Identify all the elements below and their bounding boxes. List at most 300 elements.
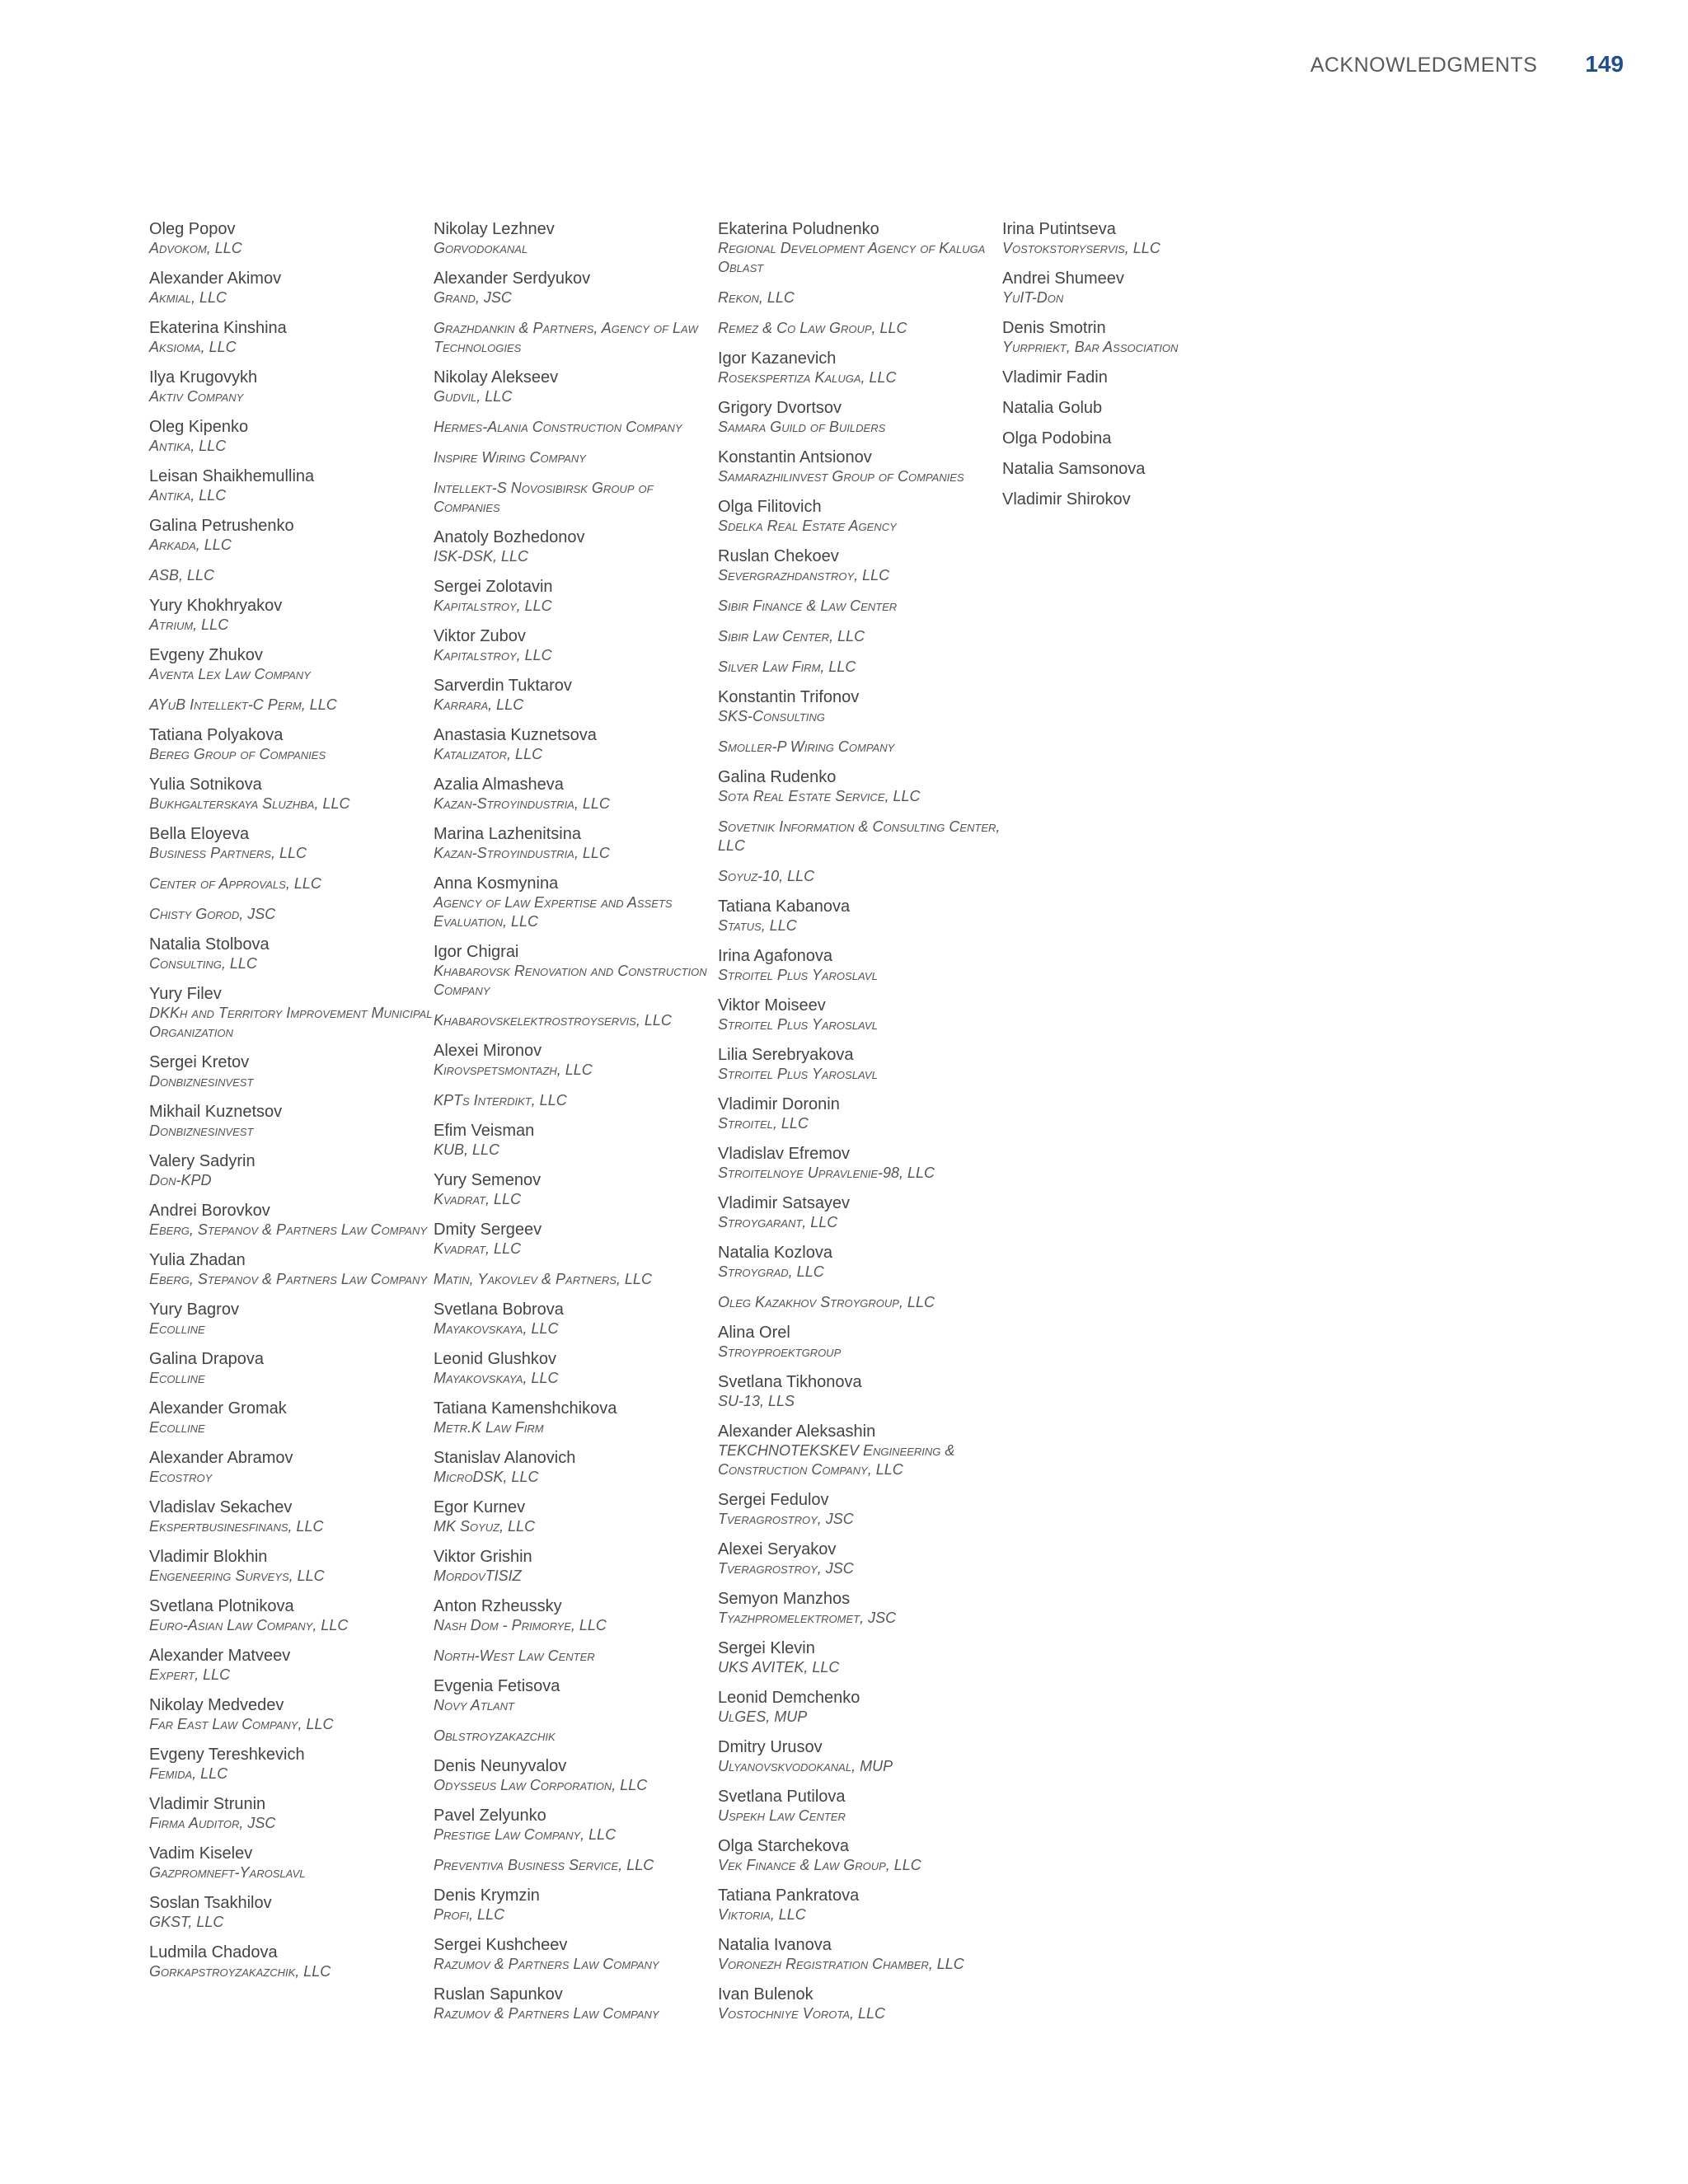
acknowledgment-entry (718, 947, 1002, 985)
person-name: Olga Starchekova (718, 1837, 849, 1855)
organization-name: Mayakovskaya, LLC (434, 1320, 559, 1337)
acknowledgment-entry (718, 996, 1002, 1034)
acknowledgment-entry (434, 220, 718, 258)
acknowledgment-entry (718, 1046, 1002, 1084)
organization-name: Gorvodokanal (434, 240, 528, 256)
organization-name: Tyazhpromelektromet, JSC (718, 1610, 897, 1626)
organization-name: Eberg, Stepanov & Partners Law Company (149, 1271, 428, 1287)
page-header (1311, 51, 1624, 77)
organization-name: Novy Atlant (434, 1697, 514, 1713)
person-name: Sergei Kushcheev (434, 1936, 568, 1954)
organization-name: Profi, LLC (434, 1906, 505, 1923)
acknowledgment-entry (149, 220, 434, 258)
person-name: Olga Filitovich (718, 498, 822, 516)
acknowledgment-entry (434, 726, 718, 764)
organization-name: Arkada, LLC (149, 537, 232, 553)
person-name: Yury Semenov (434, 1171, 542, 1189)
organization-name: Kapitalstroy, LLC (434, 598, 552, 614)
organization-name: Aktiv Company (149, 388, 244, 405)
column-3 (718, 220, 1002, 2035)
acknowledgment-entry (1002, 368, 1287, 387)
organization-name: Tveragrostroy, JSC (718, 1560, 854, 1577)
person-name: Mikhail Kuznetsov (149, 1103, 283, 1121)
acknowledgment-entry (718, 1422, 1002, 1479)
column-2 (434, 220, 718, 2035)
person-name: Marina Lazhenitsina (434, 825, 581, 843)
organization-name: Khabarovskelektrostroyservis, LLC (434, 1012, 672, 1029)
organization-name: TEKCHNOTEKSKEV Engineering & Construction Company, LLC (718, 1442, 955, 1478)
person-name: Denis Krymzin (434, 1886, 540, 1905)
organization-name: SU-13, LLS (718, 1393, 795, 1409)
organization-name: Razumov & Partners Law Company (434, 1956, 659, 1972)
acknowledgment-entry (149, 368, 434, 406)
organization-name: Kvadrat, LLC (434, 1191, 522, 1207)
acknowledgment-entry (149, 269, 434, 307)
organization-name: DKKh and Territory Improvement Municipal Organization (149, 1005, 433, 1040)
acknowledgment-entry (718, 898, 1002, 935)
acknowledgment-entry (434, 1011, 718, 1030)
acknowledgment-entry (718, 547, 1002, 585)
organization-name: Preventiva Business Service, LLC (434, 1857, 654, 1873)
organization-name: Kirovspetsmontazh, LLC (434, 1062, 593, 1078)
organization-name: Don-KPD (149, 1172, 212, 1188)
organization-name: ASB, LLC (149, 567, 215, 583)
organization-name: North-West Law Center (434, 1647, 595, 1664)
organization-name: Grand, JSC (434, 289, 512, 306)
acknowledgment-entry (434, 1548, 718, 1586)
acknowledgment-entry (434, 1886, 718, 1924)
person-name: Yulia Sotnikova (149, 776, 262, 794)
person-name: Galina Rudenko (718, 768, 837, 786)
organization-name: Vostochniye Vorota, LLC (718, 2005, 886, 2022)
organization-name: Business Partners, LLC (149, 845, 307, 861)
acknowledgment-entry (718, 288, 1002, 307)
acknowledgment-entry (718, 448, 1002, 486)
acknowledgment-entry (718, 1689, 1002, 1727)
acknowledgment-entry (718, 1324, 1002, 1361)
organization-name: Oleg Kazakhov Stroygroup, LLC (718, 1294, 935, 1310)
organization-name: Aventa Lex Law Company (149, 666, 311, 682)
organization-name: Grazhdankin & Partners, Agency of Law Technologies (434, 320, 698, 355)
person-name: Egor Kurnev (434, 1498, 526, 1516)
person-name: Svetlana Plotnikova (149, 1597, 294, 1615)
person-name: Alexander Serdyukov (434, 269, 591, 288)
person-name: Evgeny Tereshkevich (149, 1746, 305, 1764)
acknowledgment-entry (149, 1350, 434, 1388)
organization-name: Donbiznesinvest (149, 1122, 254, 1139)
person-name: Alexei Seryakov (718, 1540, 837, 1558)
acknowledgment-entry (718, 1738, 1002, 1776)
organization-name: Mayakovskaya, LLC (434, 1370, 559, 1386)
organization-name: Gudvil, LLC (434, 388, 513, 405)
acknowledgment-entry (149, 1103, 434, 1141)
organization-name: Severgrazhdanstroy, LLC (718, 567, 890, 583)
person-name: Irina Putintseva (1002, 220, 1116, 238)
organization-name: Rekon, LLC (718, 289, 795, 306)
acknowledgment-entry (149, 1943, 434, 1981)
acknowledgment-entry (718, 1936, 1002, 1974)
acknowledgments-columns (149, 220, 1287, 2035)
acknowledgment-entry (718, 1540, 1002, 1578)
acknowledgment-entry (149, 1597, 434, 1635)
person-name: Denis Smotrin (1002, 319, 1106, 337)
person-name: Anton Rzheussky (434, 1597, 562, 1615)
organization-name: Sibir Finance & Law Center (718, 598, 898, 614)
person-name: Alexander Gromak (149, 1399, 287, 1418)
person-name: Nikolay Alekseev (434, 368, 559, 387)
organization-name: AYuB Intellekt-C Perm, LLC (149, 696, 337, 713)
organization-name: Ulyanovskvodokanal, MUP (718, 1758, 893, 1774)
acknowledgment-entry (434, 1647, 718, 1666)
acknowledgment-entry (149, 825, 434, 863)
person-name: Lilia Serebryakova (718, 1046, 854, 1064)
acknowledgment-entry (434, 1171, 718, 1209)
acknowledgment-entry (434, 269, 718, 307)
person-name: Evgeny Zhukov (149, 646, 263, 664)
acknowledgment-entry (718, 1788, 1002, 1825)
person-name: Alexander Matveev (149, 1647, 291, 1665)
organization-name: Soyuz-10, LLC (718, 868, 815, 884)
person-name: Natalia Stolbova (149, 935, 270, 954)
acknowledgment-entry (149, 1894, 434, 1932)
organization-name: UKS AVITEK, LLC (718, 1659, 840, 1675)
person-name: Yury Bagrov (149, 1301, 239, 1319)
organization-name: Stroitel Plus Yaroslavl (718, 1066, 878, 1082)
person-name: Bella Eloyeva (149, 825, 250, 843)
organization-name: Gazpromneft-Yaroslavl (149, 1864, 306, 1881)
person-name: Tatiana Kamenshchikova (434, 1399, 617, 1418)
organization-name: MK Soyuz, LLC (434, 1518, 536, 1535)
person-name: Semyon Manzhos (718, 1590, 851, 1608)
person-name: Alina Orel (718, 1324, 790, 1342)
acknowledgment-entry (718, 349, 1002, 387)
section-title: ACKNOWLEDGMENTS (1310, 54, 1538, 77)
organization-name: Gorkapstroyzakazchik, LLC (149, 1963, 331, 1980)
organization-name: Yurpriekt, Bar Association (1002, 339, 1179, 355)
acknowledgment-entry (149, 985, 434, 1042)
organization-name: Status, LLC (718, 917, 797, 934)
acknowledgment-entry (434, 1757, 718, 1795)
organization-name: Vek Finance & Law Group, LLC (718, 1857, 921, 1873)
organization-name: Voronezh Registration Chamber, LLC (718, 1956, 964, 1972)
person-name: Evgenia Fetisova (434, 1677, 560, 1695)
acknowledgment-entry (718, 319, 1002, 338)
acknowledgment-entry (149, 418, 434, 456)
organization-name: Prestige Law Company, LLC (434, 1826, 617, 1843)
organization-name: Antika, LLC (149, 487, 227, 504)
acknowledgment-entry (149, 1152, 434, 1190)
organization-name: ISK-DSK, LLC (434, 548, 529, 565)
person-name: Leonid Demchenko (718, 1689, 860, 1707)
acknowledgment-entry (434, 825, 718, 863)
acknowledgment-entry (434, 627, 718, 665)
person-name: Vladislav Sekachev (149, 1498, 293, 1516)
acknowledgment-entry (434, 1301, 718, 1338)
organization-name: Silver Law Firm, LLC (718, 658, 856, 675)
organization-name: Femida, LLC (149, 1765, 228, 1782)
acknowledgment-entry (718, 1373, 1002, 1411)
organization-name: Stroyproektgroup (718, 1343, 842, 1360)
acknowledgment-entry (149, 1053, 434, 1091)
acknowledgment-entry (1002, 269, 1287, 307)
organization-name: Aksioma, LLC (149, 339, 237, 355)
acknowledgment-entry (718, 818, 1002, 855)
acknowledgment-entry (718, 867, 1002, 886)
person-name: Sergei Klevin (718, 1639, 815, 1657)
person-name: Viktor Grishin (434, 1548, 532, 1566)
person-name: Grigory Dvortsov (718, 399, 842, 417)
acknowledgment-entry (149, 1795, 434, 1833)
person-name: Alexander Abramov (149, 1449, 293, 1467)
person-name: Tatiana Kabanova (718, 898, 851, 916)
organization-name: Sibir Law Center, LLC (718, 628, 865, 644)
acknowledgment-entry (1002, 460, 1287, 479)
person-name: Galina Drapova (149, 1350, 264, 1368)
person-name: Igor Chigrai (434, 943, 519, 961)
person-name: Natalia Ivanova (718, 1936, 832, 1954)
organization-name: YuIT-Don (1002, 289, 1064, 306)
organization-name: KUB, LLC (434, 1141, 500, 1158)
acknowledgment-entry (434, 1270, 718, 1289)
organization-name: Razumov & Partners Law Company (434, 2005, 659, 2022)
person-name: Ekaterina Kinshina (149, 319, 287, 337)
person-name: Stanislav Alanovich (434, 1449, 576, 1467)
organization-name: Eberg, Stepanov & Partners Law Company (149, 1221, 428, 1238)
organization-name: Matin, Yakovlev & Partners, LLC (434, 1271, 652, 1287)
organization-name: Regional Development Agency of Kaluga Oblast (718, 240, 986, 275)
person-name: Vladimir Doronin (718, 1095, 840, 1113)
person-name: Leonid Glushkov (434, 1350, 556, 1368)
person-name: Andrei Shumeev (1002, 269, 1124, 288)
person-name: Sarverdin Tuktarov (434, 677, 572, 695)
person-name: Svetlana Putilova (718, 1788, 846, 1806)
acknowledgment-entry (434, 677, 718, 715)
organization-name: Ecolline (149, 1320, 205, 1337)
acknowledgment-entry (149, 1301, 434, 1338)
person-name: Ludmila Chadova (149, 1943, 278, 1961)
acknowledgment-entry (718, 1145, 1002, 1183)
acknowledgment-entry (1002, 490, 1287, 509)
organization-name: Ecolline (149, 1419, 205, 1436)
person-name: Sergei Kretov (149, 1053, 250, 1071)
person-name: Viktor Zubov (434, 627, 526, 645)
acknowledgment-entry (434, 1091, 718, 1110)
page-number: 149 (1585, 51, 1624, 77)
acknowledgment-entry (149, 467, 434, 505)
organization-name: Consulting, LLC (149, 955, 257, 972)
acknowledgment-entry (149, 1449, 434, 1487)
acknowledgment-entry (434, 943, 718, 1000)
person-name: Vladimir Fadin (1002, 368, 1108, 387)
organization-name: Metr.K Law Firm (434, 1419, 544, 1436)
person-name: Konstantin Antsionov (718, 448, 872, 466)
organization-name: Remez & Co Law Group, LLC (718, 320, 907, 336)
acknowledgment-entry (149, 726, 434, 764)
organization-name: GKST, LLC (149, 1914, 224, 1930)
organization-name: Samarazhilinvest Group of Companies (718, 468, 964, 485)
person-name: Konstantin Trifonov (718, 688, 860, 706)
person-name: Natalia Samsonova (1002, 460, 1146, 478)
organization-name: Odysseus Law Corporation, LLC (434, 1777, 648, 1793)
organization-name: Stroitel Plus Yaroslavl (718, 967, 878, 983)
organization-name: Oblstroyzakazchik (434, 1727, 556, 1744)
acknowledgment-entry (718, 1886, 1002, 1924)
person-name: Ruslan Chekoev (718, 547, 839, 565)
person-name: Pavel Zelyunko (434, 1807, 546, 1825)
acknowledgment-entry (434, 448, 718, 467)
organization-name: Atrium, LLC (149, 616, 229, 633)
acknowledgment-entry (149, 1746, 434, 1783)
person-name: Leisan Shaikhemullina (149, 467, 315, 485)
acknowledgment-entry (718, 220, 1002, 277)
organization-name: Sota Real Estate Service, LLC (718, 788, 921, 804)
person-name: Svetlana Tikhonova (718, 1373, 862, 1391)
acknowledgment-entry (434, 1727, 718, 1746)
person-name: Oleg Popov (149, 220, 236, 238)
person-name: Irina Agafonova (718, 947, 832, 965)
person-name: Ruslan Sapunkov (434, 1985, 563, 2004)
organization-name: Kazan-Stroyindustria, LLC (434, 845, 610, 861)
acknowledgment-entry (149, 1202, 434, 1240)
organization-name: Kvadrat, LLC (434, 1240, 522, 1257)
acknowledgment-entry (149, 1548, 434, 1586)
person-name: Olga Podobina (1002, 429, 1112, 448)
column-1 (149, 220, 434, 2035)
organization-name: Engeneering Surveys, LLC (149, 1568, 325, 1584)
organization-name: Bukhgalterskaya Sluzhba, LLC (149, 795, 350, 812)
person-name: Vladimir Shirokov (1002, 490, 1131, 509)
organization-name: Sdelka Real Estate Agency (718, 518, 897, 534)
organization-name: Center of Approvals, LLC (149, 875, 321, 892)
acknowledgment-entry (434, 1856, 718, 1875)
acknowledgment-entry (718, 738, 1002, 757)
person-name: Sergei Zolotavin (434, 578, 553, 596)
person-name: Vladimir Satsayev (718, 1194, 851, 1212)
acknowledgment-entry (718, 658, 1002, 677)
person-name: Natalia Kozlova (718, 1244, 832, 1262)
person-name: Alexander Aleksashin (718, 1422, 876, 1441)
organization-name: Vostokstoryservis, LLC (1002, 240, 1160, 256)
acknowledgment-entry (149, 517, 434, 555)
acknowledgment-entry (718, 1194, 1002, 1232)
acknowledgment-entry (434, 1221, 718, 1258)
acknowledgment-entry (149, 935, 434, 973)
person-name: Efim Veisman (434, 1122, 535, 1140)
organization-name: Antika, LLC (149, 438, 227, 454)
organization-name: Euro-Asian Law Company, LLC (149, 1617, 349, 1633)
acknowledgment-entry (718, 768, 1002, 806)
person-name: Denis Neunyvalov (434, 1757, 567, 1775)
organization-name: Stroygrad, LLC (718, 1263, 824, 1280)
person-name: Alexei Mironov (434, 1042, 542, 1060)
person-name: Ekaterina Poludnenko (718, 220, 879, 238)
organization-name: Expert, LLC (149, 1666, 231, 1683)
organization-name: KPTs Interdikt, LLC (434, 1092, 567, 1108)
acknowledgment-entry (718, 597, 1002, 616)
acknowledgment-entry (434, 1985, 718, 2023)
person-name: Anatoly Bozhedonov (434, 528, 585, 546)
person-name: Nikolay Lezhnev (434, 220, 555, 238)
organization-name: Bereg Group of Companies (149, 746, 326, 762)
person-name: Valery Sadyrin (149, 1152, 256, 1170)
organization-name: Tveragrostroy, JSC (718, 1511, 854, 1527)
organization-name: Kapitalstroy, LLC (434, 647, 552, 663)
acknowledgment-entry (149, 776, 434, 813)
organization-name: Khabarovsk Renovation and Construction Company (434, 963, 707, 998)
acknowledgment-entry (149, 1251, 434, 1289)
person-name: Svetlana Bobrova (434, 1301, 564, 1319)
acknowledgment-entry (718, 627, 1002, 646)
acknowledgment-entry (718, 1590, 1002, 1628)
acknowledgment-entry (149, 874, 434, 893)
organization-name: Ecostroy (149, 1469, 213, 1485)
person-name: Viktor Moiseev (718, 996, 826, 1015)
acknowledgment-entry (149, 319, 434, 357)
person-name: Anna Kosmynina (434, 874, 559, 893)
acknowledgment-entry (149, 905, 434, 924)
person-name: Galina Petrushenko (149, 517, 294, 535)
person-name: Vadim Kiselev (149, 1844, 253, 1863)
acknowledgment-entry (1002, 429, 1287, 448)
acknowledgment-entry (434, 874, 718, 931)
organization-name: Ecolline (149, 1370, 205, 1386)
person-name: Yury Khokhryakov (149, 597, 283, 615)
acknowledgment-entry (434, 479, 718, 517)
organization-name: Advokom, LLC (149, 240, 242, 256)
person-name: Igor Kazanevich (718, 349, 837, 368)
organization-name: MicroDSK, LLC (434, 1469, 539, 1485)
acknowledgment-entry (718, 688, 1002, 726)
person-name: Azalia Almasheva (434, 776, 564, 794)
organization-name: Katalizator, LLC (434, 746, 543, 762)
acknowledgment-entry (434, 776, 718, 813)
person-name: Andrei Borovkov (149, 1202, 270, 1220)
column-4 (1002, 220, 1287, 2035)
acknowledgment-entry (1002, 399, 1287, 418)
person-name: Soslan Tsakhilov (149, 1894, 272, 1912)
person-name: Vladimir Blokhin (149, 1548, 268, 1566)
acknowledgment-entry (149, 696, 434, 715)
organization-name: Rosekspertiza Kaluga, LLC (718, 369, 897, 386)
organization-name: SKS-Consulting (718, 708, 825, 724)
person-name: Yury Filev (149, 985, 222, 1003)
organization-name: Uspekh Law Center (718, 1807, 846, 1824)
organization-name: Intellekt-S Novosibirsk Group of Companies (434, 480, 654, 515)
organization-name: Sovetnik Information & Consulting Center, LLC (718, 818, 1001, 854)
acknowledgment-entry (149, 1696, 434, 1734)
acknowledgment-entry (434, 528, 718, 566)
organization-name: Stroitel, LLC (718, 1115, 809, 1132)
acknowledgment-entry (434, 1350, 718, 1388)
person-name: Oleg Kipenko (149, 418, 249, 436)
person-name: Vladimir Strunin (149, 1795, 266, 1813)
organization-name: Viktoria, LLC (718, 1906, 806, 1923)
acknowledgment-entry (149, 566, 434, 585)
person-name: Tatiana Polyakova (149, 726, 284, 744)
person-name: Alexander Akimov (149, 269, 282, 288)
acknowledgment-entry (434, 368, 718, 406)
acknowledgment-entry (718, 1491, 1002, 1529)
acknowledgment-entry (1002, 220, 1287, 258)
organization-name: Hermes-Alania Construction Company (434, 419, 682, 435)
organization-name: Inspire Wiring Company (434, 449, 586, 466)
acknowledgment-entry (434, 1807, 718, 1844)
acknowledgment-entry (434, 319, 718, 357)
person-name: Anastasia Kuznetsova (434, 726, 597, 744)
organization-name: Smoller-P Wiring Company (718, 738, 895, 755)
organization-name: Nash Dom - Primorye, LLC (434, 1617, 607, 1633)
organization-name: Firma Auditor, JSC (149, 1815, 276, 1831)
